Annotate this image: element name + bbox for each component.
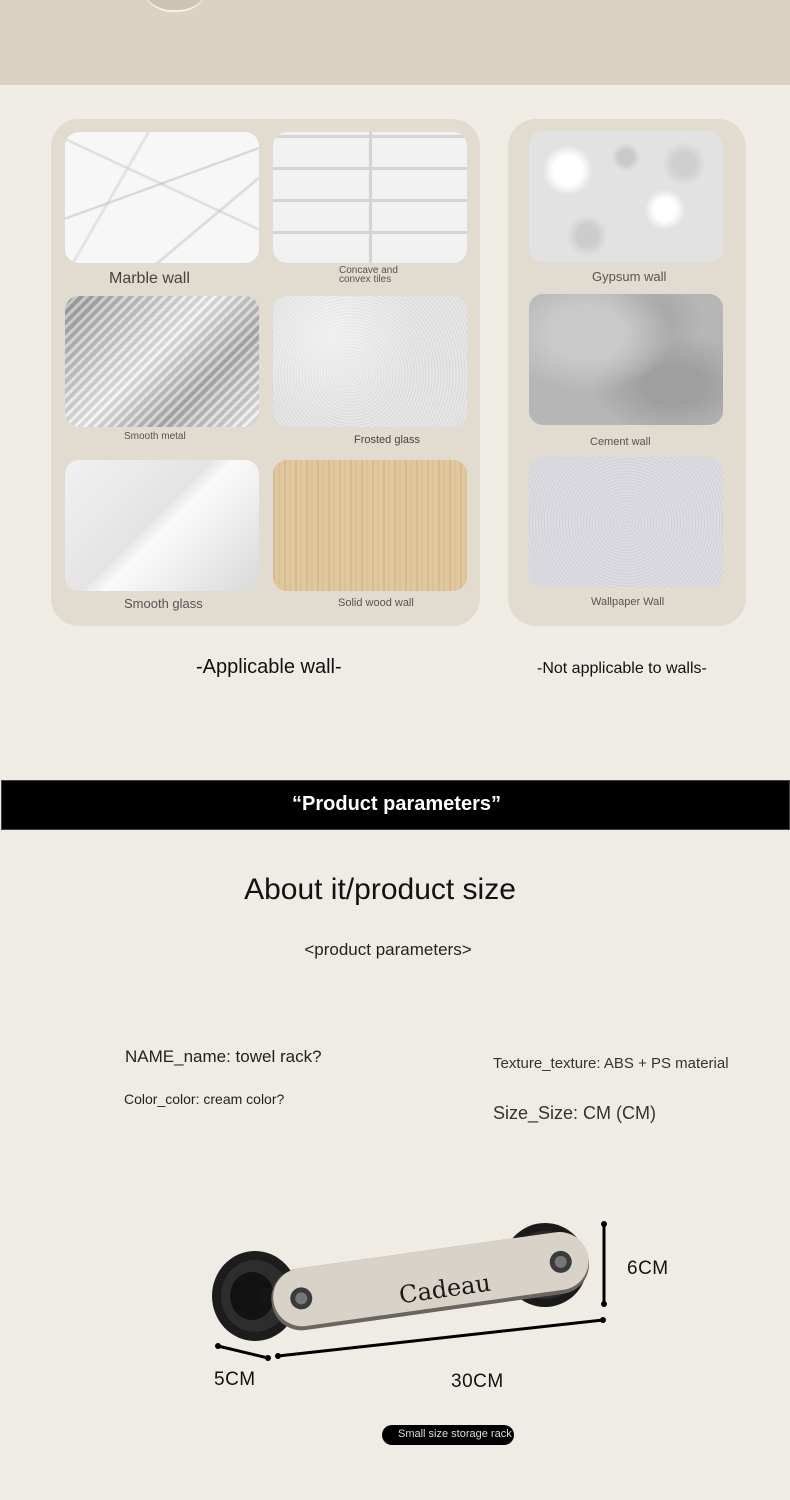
brand-text: Cadeau (397, 1268, 493, 1310)
smooth-metal-label: Smooth metal (124, 431, 186, 442)
page-subtitle: <product parameters> (304, 940, 472, 959)
smooth-metal-swatch (65, 296, 259, 427)
wallpaper-wall-swatch (529, 457, 723, 588)
tiles-label: Concave and convex tiles (339, 265, 398, 285)
solid-wood-swatch (273, 460, 467, 591)
applicable-wall-caption: -Applicable wall- (196, 656, 342, 678)
product-edge-decoration (140, 0, 210, 12)
depth-dimension: 5CM (214, 1369, 256, 1390)
solid-wood-label: Solid wood wall (338, 597, 414, 609)
height-dimension: 6CM (627, 1258, 669, 1279)
frosted-glass-swatch (273, 296, 467, 427)
tiles-swatch (273, 132, 467, 263)
param-color: Color_color: cream color? (124, 1091, 285, 1107)
not-applicable-walls-panel (508, 119, 746, 626)
gypsum-wall-swatch (529, 131, 723, 262)
page-title: About it/product size (244, 873, 516, 906)
product-tag (382, 1425, 514, 1445)
gypsum-wall-label: Gypsum wall (592, 269, 667, 284)
length-dimension: 30CM (451, 1371, 504, 1392)
smooth-glass-swatch (65, 460, 259, 591)
towel-rack-illustration (200, 1210, 670, 1375)
param-name: NAME_name: towel rack? (125, 1047, 322, 1066)
top-banner (0, 0, 790, 85)
wallpaper-wall-label: Wallpaper Wall (591, 596, 665, 608)
product-parameters-banner (1, 780, 790, 830)
marble-wall-swatch (65, 132, 259, 263)
product-tag-label: Small size storage rack (398, 1428, 512, 1440)
cement-wall-swatch (529, 294, 723, 425)
smooth-glass-label: Smooth glass (124, 596, 203, 611)
not-applicable-caption: -Not applicable to walls- (537, 660, 707, 677)
param-size: Size_Size: CM (CM) (493, 1103, 657, 1123)
marble-wall-label: Marble wall (109, 270, 190, 287)
cement-wall-label: Cement wall (590, 436, 651, 448)
applicable-walls-panel (51, 119, 480, 626)
param-texture: Texture_texture: ABS + PS material (493, 1055, 729, 1072)
banner-title: “Product parameters” (292, 793, 501, 815)
frosted-glass-label: Frosted glass (354, 434, 421, 446)
